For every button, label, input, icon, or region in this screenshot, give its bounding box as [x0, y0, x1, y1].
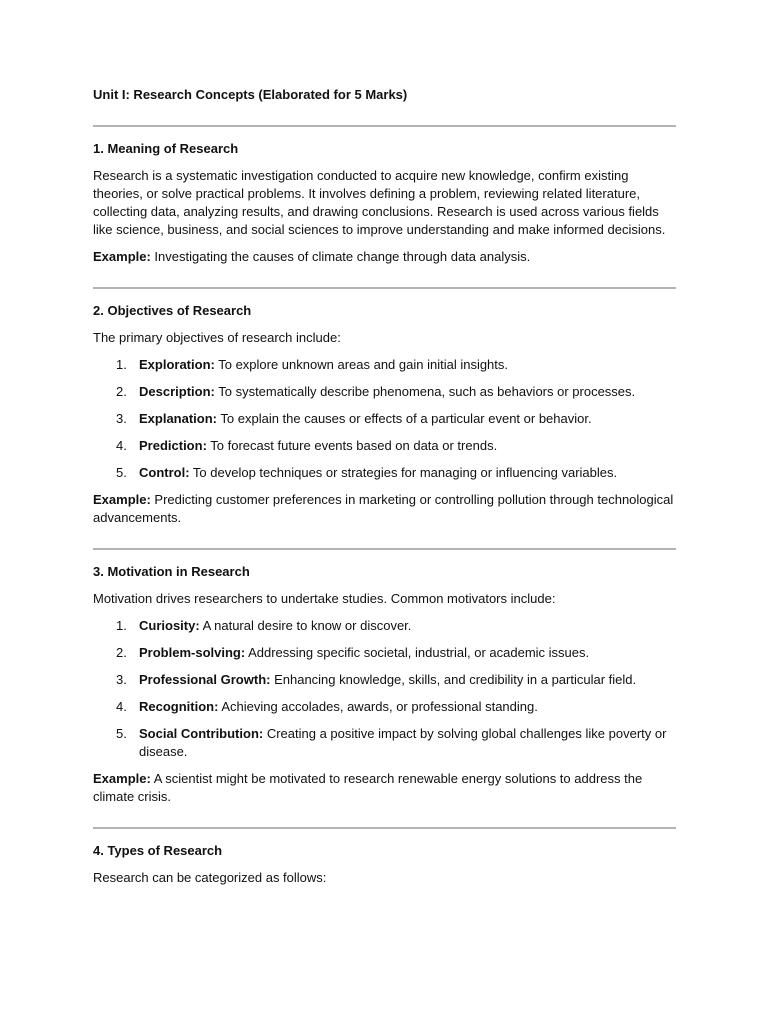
list-item: [93, 383, 676, 401]
list-item-term: Curiosity:: [139, 618, 200, 633]
list-item-number: 2.: [116, 645, 127, 660]
list-item: [93, 356, 676, 374]
list-item-number: 2.: [116, 384, 127, 399]
list-item-text: Achieving accolades, awards, or professional standing.: [218, 699, 538, 714]
list-item-number: 1.: [116, 357, 127, 372]
list-item-text: To systematically describe phenomena, such as behaviors or processes.: [214, 384, 636, 399]
example-paragraph: [93, 248, 676, 266]
example-label: Example:: [93, 771, 151, 786]
example-paragraph: [93, 491, 676, 527]
section-types-of-research: [93, 842, 676, 887]
example-paragraph: [93, 770, 676, 806]
example-label: Example:: [93, 492, 151, 507]
section-heading: 3. Motivation in Research: [93, 564, 250, 579]
list-item-number: 1.: [116, 618, 127, 633]
list-item: [93, 698, 676, 716]
motivators-list: [93, 617, 676, 761]
list-item-term: Description:: [139, 384, 215, 399]
list-item-term: Social Contribution:: [139, 726, 264, 741]
section-objectives-of-research: [93, 302, 676, 527]
example-text: Predicting customer preferences in marketing or controlling pollution through technological advancements.: [93, 492, 674, 525]
section-divider: [93, 125, 676, 127]
example-label: Example:: [93, 249, 151, 264]
list-item-text: Addressing specific societal, industrial, or academic issues.: [245, 645, 590, 660]
list-item: [93, 464, 676, 482]
section-intro: Research can be categorized as follows:: [93, 870, 327, 885]
list-item-term: Recognition:: [139, 699, 219, 714]
list-item: [93, 410, 676, 428]
section-intro: Research is a systematic investigation conducted to acquire new knowledge, confirm existing theories, or solve practical problems. It involves defining a problem, reviewing related literature, collecting data, analyzing results, and drawing conclusions. Research is used across various fields like science, business, and social sciences to improve understanding and make informed decisions.: [93, 168, 666, 237]
section-divider: [93, 287, 676, 289]
list-item-text: Enhancing knowledge, skills, and credibility in a particular field.: [270, 672, 637, 687]
list-item-term: Prediction:: [139, 438, 207, 453]
section-intro: The primary objectives of research include:: [93, 330, 341, 345]
list-item-text: Creating a positive impact by solving global challenges like poverty or disease.: [139, 726, 667, 759]
example-text: Investigating the causes of climate change through data analysis.: [150, 249, 531, 264]
list-item-number: 4.: [116, 438, 127, 453]
list-item-number: 3.: [116, 672, 127, 687]
list-item-term: Control:: [139, 465, 190, 480]
list-item-text: To explore unknown areas and gain initial insights.: [214, 357, 509, 372]
list-item-term: Problem-solving:: [139, 645, 246, 660]
list-item: [93, 671, 676, 689]
list-item-number: 4.: [116, 699, 127, 714]
list-item: [93, 644, 676, 662]
section-divider: [93, 827, 676, 829]
list-item-number: 3.: [116, 411, 127, 426]
list-item-term: Explanation:: [139, 411, 218, 426]
list-item-text: A natural desire to know or discover.: [199, 618, 412, 633]
list-item-text: To develop techniques or strategies for managing or influencing variables.: [189, 465, 618, 480]
list-item-text: To explain the causes or effects of a particular event or behavior.: [217, 411, 592, 426]
section-intro: Motivation drives researchers to undertake studies. Common motivators include:: [93, 591, 556, 606]
list-item-term: Professional Growth:: [139, 672, 271, 687]
list-item: [93, 437, 676, 455]
list-item-term: Exploration:: [139, 357, 215, 372]
list-item-number: 5.: [116, 726, 127, 741]
list-item: [93, 617, 676, 635]
section-divider: [93, 548, 676, 550]
section-heading: 1. Meaning of Research: [93, 141, 239, 156]
objectives-list: [93, 356, 676, 482]
list-item-number: 5.: [116, 465, 127, 480]
section-heading: 2. Objectives of Research: [93, 303, 252, 318]
example-text: A scientist might be motivated to research renewable energy solutions to address the climate crisis.: [93, 771, 643, 804]
section-heading: 4. Types of Research: [93, 843, 223, 858]
section-motivation-in-research: [93, 563, 676, 806]
list-item: [93, 725, 676, 761]
document-page: [93, 86, 676, 896]
list-item-text: To forecast future events based on data or trends.: [206, 438, 498, 453]
section-meaning-of-research: [93, 140, 676, 266]
document-title: Unit I: Research Concepts (Elaborated for 5 Marks): [93, 87, 408, 102]
